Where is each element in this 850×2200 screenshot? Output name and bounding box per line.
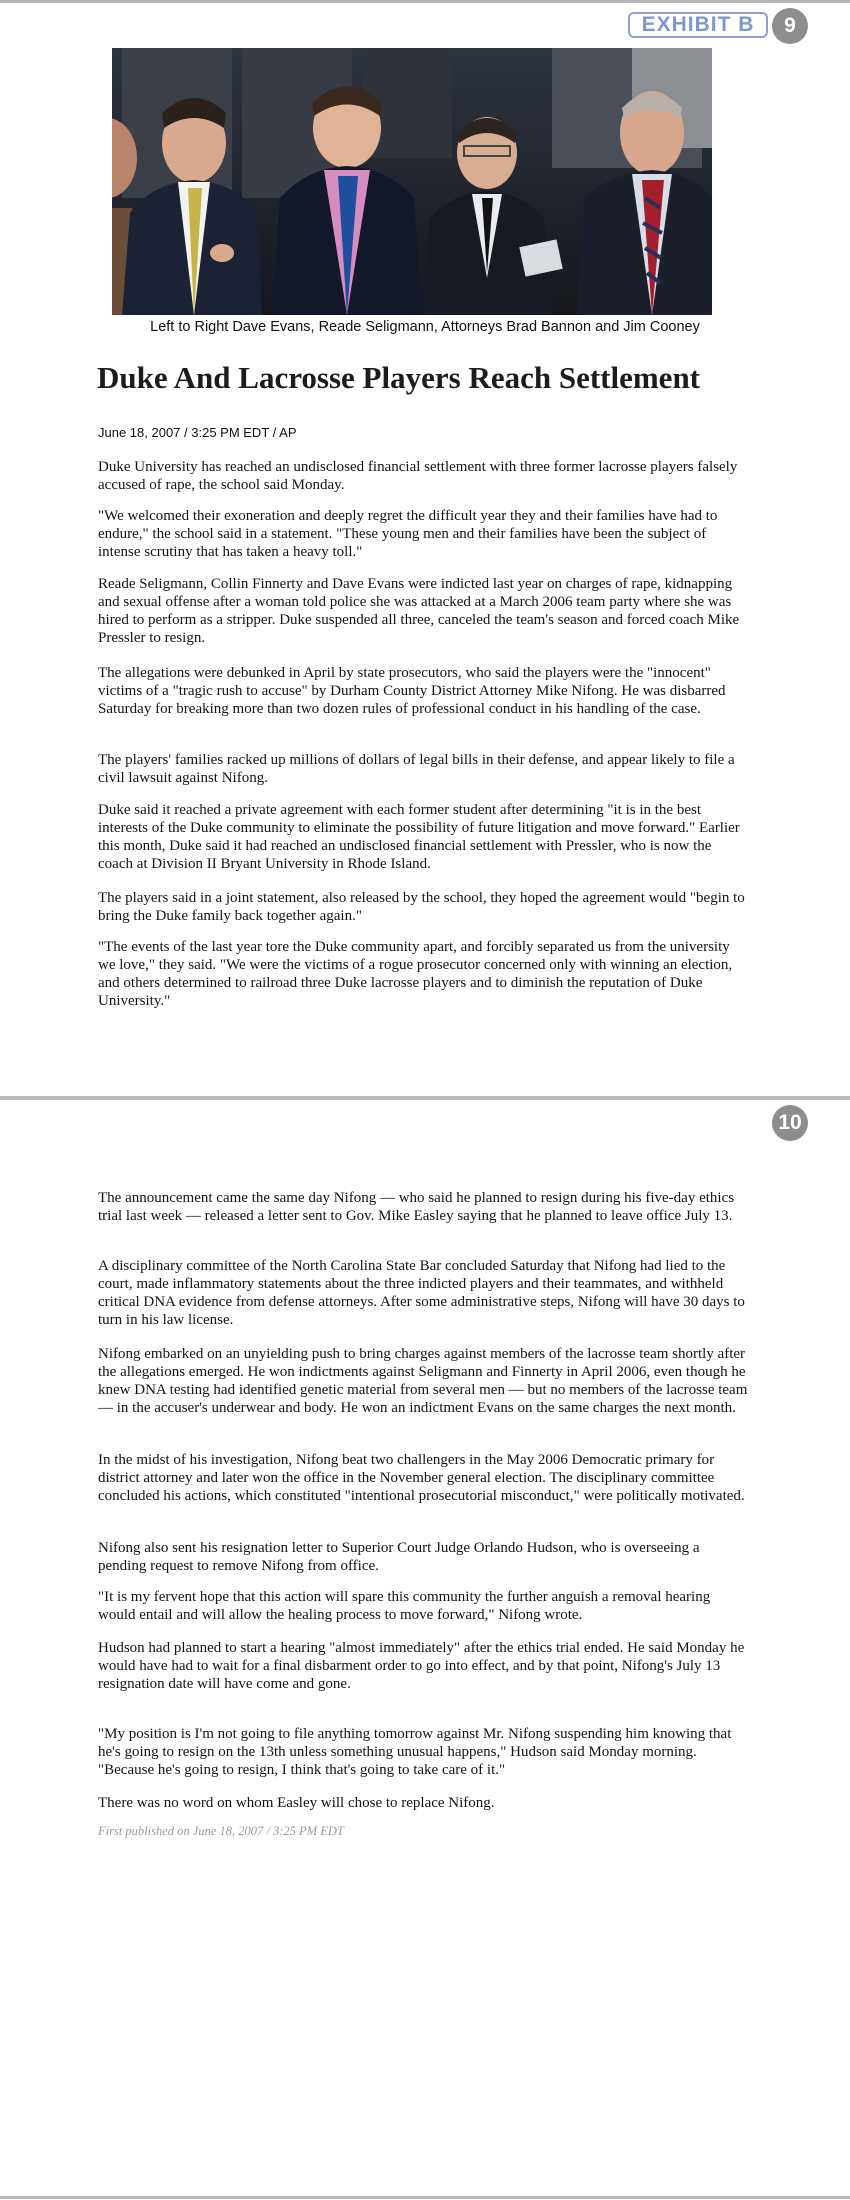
article-paragraph: The allegations were debunked in April by state prosecutors, who said the players were the "innocent" victims of a "tragic rush to accuse" by Durham County District Attorney Mike Nifong. He was disbarred Saturday for breaking more than two dozen rules of professional conduct in his handling of the case. [98, 665, 726, 717]
article-photo [112, 48, 712, 315]
article-paragraph: The players said in a joint statement, also released by the school, they hoped the agreement would "begin to bring the Duke family back together again." [98, 890, 745, 924]
article-paragraph: Reade Seligmann, Collin Finnerty and Dave Evans were indicted last year on charges of rape, kidnapping and sexual offense after a woman told police she was attacked at a March 2006 team party where she was hired to perform as a stripper. Duke suspended all three, canceled the team's season and forced coach Mike Pressler to resign. [98, 576, 740, 646]
page-bottom-border [0, 2196, 850, 2199]
article-paragraph: Hudson had planned to start a hearing "almost immediately" after the ethics trial ended. He said Monday he would have had to wait for a final disbarment order to go into effect, and by that point, Nifong's July 13 resignation date will have come and gone. [98, 1640, 745, 1692]
article-paragraph: Duke University has reached an undisclosed financial settlement with three former lacrosse players falsely accused of rape, the school said Monday. [98, 459, 738, 493]
photo-illustration [112, 48, 712, 315]
article-paragraph: A disciplinary committee of the North Carolina State Bar concluded Saturday that Nifong had lied to the court, made inflammatory statements about the three indicted players and their teammates, and withheld critical DNA evidence from defense attorneys. After some administrative steps, Nifong will have 30 days to turn in his law license. [98, 1258, 745, 1328]
article-paragraph: Nifong embarked on an unyielding push to bring charges against members of the lacrosse team shortly after the allegations emerged. He won indictments against Seligmann and Finnerty in April 2006, even though he knew DNA testing had identified genetic material from several men — but no members of the lacrosse team — in the accuser's underwear and body. He won an indictment Evans on the same charges the next month. [98, 1346, 748, 1416]
page-top-border [0, 0, 850, 3]
article-dateline: June 18, 2007 / 3:25 PM EDT / AP [98, 425, 297, 440]
article-headline: Duke And Lacrosse Players Reach Settlement [97, 360, 701, 395]
page-divider [0, 1096, 850, 1100]
article-paragraph: Duke said it reached a private agreement with each former student after determining "it is in the best interests of the Duke community to eliminate the possibility of future litigation and move forward." Earlier this month, Duke said it had reached an undisclosed financial settlement with Pressler, who is now the coach at Division II Bryant University in Rhode Island. [98, 802, 740, 872]
article-paragraph: In the midst of his investigation, Nifong beat two challengers in the May 2006 Democratic primary for district attorney and later won the office in the November general election. The disciplinary committee concluded his actions, which constituted "intentional prosecutorial misconduct," were politically motivated. [98, 1452, 745, 1504]
article-paragraph: The announcement came the same day Nifong — who said he planned to resign during his five-day ethics trial last week — released a letter sent to Gov. Mike Easley saying that he planned to leave office July 13. [98, 1190, 735, 1224]
article-paragraph: The players' families racked up millions of dollars of legal bills in their defense, and appear likely to file a civil lawsuit against Nifong. [98, 752, 735, 786]
article-paragraph: "We welcomed their exoneration and deeply regret the difficult year they and their families have had to endure," the school said in a statement. "These young men and their families have been the subject of intense scrutiny that has taken a heavy toll." [98, 508, 718, 560]
first-published-note: First published on June 18, 2007 / 3:25 PM EDT [98, 1824, 344, 1838]
page-number-badge: 9 [772, 8, 808, 44]
article-paragraph: Nifong also sent his resignation letter to Superior Court Judge Orlando Hudson, who is overseeing a pending request to remove Nifong from office. [98, 1540, 700, 1574]
exhibit-label: EXHIBIT B [628, 12, 768, 38]
article-paragraph: "The events of the last year tore the Duke community apart, and forcibly separated us from the university we love," they said. "We were the victims of a rogue prosecutor concerned only with winning an election, and others determined to railroad three Duke lacrosse players and to diminish the reputation of Duke University." [98, 939, 733, 1009]
article-paragraph: "My position is I'm not going to file anything tomorrow against Mr. Nifong suspending him knowing that he's going to resign on the 13th unless something unusual happens," Hudson said Monday morning. "Because he's going to resign, I think that's going to take care of it." [98, 1726, 732, 1778]
article-paragraph: There was no word on whom Easley will chose to replace Nifong. [98, 1795, 495, 1811]
photo-caption: Left to Right Dave Evans, Reade Seligmann, Attorneys Brad Bannon and Jim Cooney [150, 319, 700, 335]
article-paragraph: "It is my fervent hope that this action will spare this community the further anguish a removal hearing would entail and will allow the healing process to move forward," Nifong wrote. [98, 1589, 711, 1623]
page-number-badge: 10 [772, 1105, 808, 1141]
